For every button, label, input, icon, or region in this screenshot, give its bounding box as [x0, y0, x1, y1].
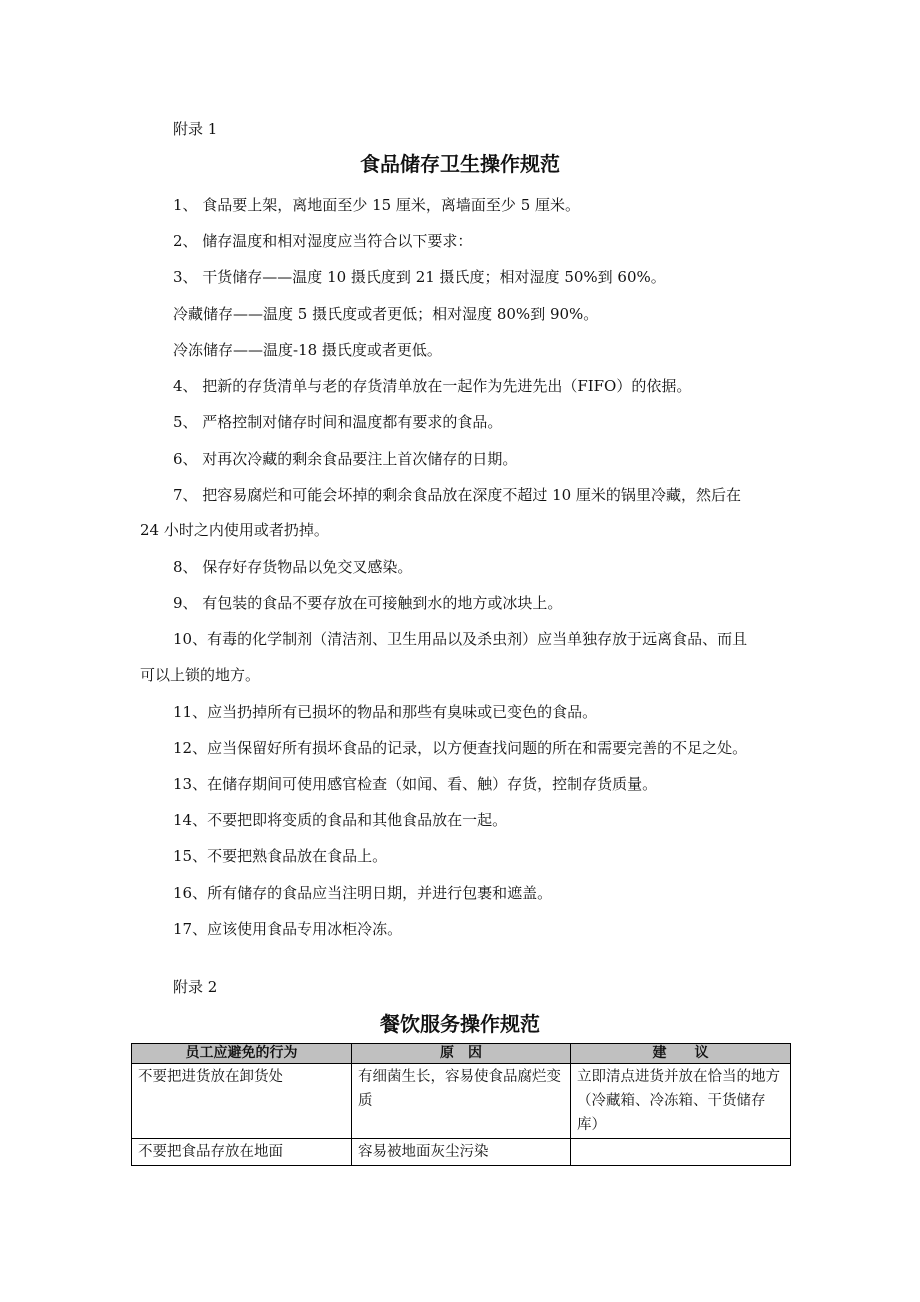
header-suggestion: 建 议 — [571, 1044, 791, 1064]
cell-behavior: 不要把进货放在卸货处 — [132, 1064, 352, 1139]
rule-line: 9、 有包装的食品不要存放在可接触到水的地方或冰块上。 — [173, 594, 563, 612]
rule-line: 8、 保存好存货物品以免交叉感染。 — [173, 558, 413, 576]
appendix-2-title: 餐饮服务操作规范 — [380, 1012, 540, 1036]
rule-line: 14、不要把即将变质的食品和其他食品放在一起。 — [173, 811, 508, 829]
rule-line: 12、应当保留好所有损坏食品的记录，以方便查找问题的所在和需要完善的不足之处。 — [173, 739, 748, 757]
appendix-1-label: 附录 1 — [173, 120, 218, 138]
rule-line: 11、应当扔掉所有已损坏的物品和那些有臭味或已变色的食品。 — [173, 703, 598, 721]
rule-line: 16、所有储存的食品应当注明日期，并进行包裹和遮盖。 — [173, 884, 553, 902]
cell-reason: 容易被地面灰尘污染 — [352, 1139, 571, 1166]
rule-line: 13、在储存期间可使用感官检查（如闻、看、触）存货，控制存货质量。 — [173, 775, 658, 793]
rule-line: 15、不要把熟食品放在食品上。 — [173, 847, 388, 865]
service-rules-table — [131, 1043, 791, 1166]
appendix-2-label: 附录 2 — [173, 978, 218, 996]
rule-line: 10、有毒的化学制剂（清洁剂、卫生用品以及杀虫剂）应当单独存放于远离食品、而且 — [173, 630, 748, 648]
rule-line: 可以上锁的地方。 — [140, 666, 261, 684]
rule-line: 6、 对再次冷藏的剩余食品要注上首次储存的日期。 — [173, 450, 518, 468]
rule-line: 17、应该使用食品专用冰柜冷冻。 — [173, 920, 403, 938]
table-header-row — [132, 1044, 791, 1064]
rule-line: 3、 干货储存——温度 10 摄氏度到 21 摄氏度；相对湿度 50%到 60%。 — [173, 268, 666, 286]
cell-suggestion — [571, 1139, 791, 1166]
appendix-1-title: 食品储存卫生操作规范 — [360, 152, 560, 176]
header-behavior: 员工应避免的行为 — [132, 1044, 352, 1064]
cell-reason: 有细菌生长，容易使食品腐烂变质 — [352, 1064, 571, 1139]
rule-line: 7、 把容易腐烂和可能会坏掉的剩余食品放在深度不超过 10 厘米的锅里冷藏，然后在 — [173, 486, 741, 504]
rule-line: 5、 严格控制对储存时间和温度都有要求的食品。 — [173, 413, 503, 431]
header-reason: 原 因 — [352, 1044, 571, 1064]
rule-line: 1、 食品要上架，离地面至少 15 厘米，离墙面至少 5 厘米。 — [173, 196, 581, 214]
table-row — [132, 1064, 791, 1139]
rule-line: 24 小时之内使用或者扔掉。 — [140, 521, 329, 539]
rule-line: 冷藏储存——温度 5 摄氏度或者更低；相对湿度 80%到 90%。 — [173, 305, 599, 323]
cell-behavior: 不要把食品存放在地面 — [132, 1139, 352, 1166]
service-rules-table-wrap — [131, 1043, 790, 1166]
table-row — [132, 1139, 791, 1166]
rule-line: 冷冻储存——温度-18 摄氏度或者更低。 — [173, 341, 442, 359]
rule-line: 4、 把新的存货清单与老的存货清单放在一起作为先进先出（FIFO）的依据。 — [173, 377, 692, 395]
cell-suggestion: 立即清点进货并放在恰当的地方（冷藏箱、冷冻箱、干货储存库） — [571, 1064, 791, 1139]
rule-line: 2、 储存温度和相对湿度应当符合以下要求： — [173, 232, 473, 250]
